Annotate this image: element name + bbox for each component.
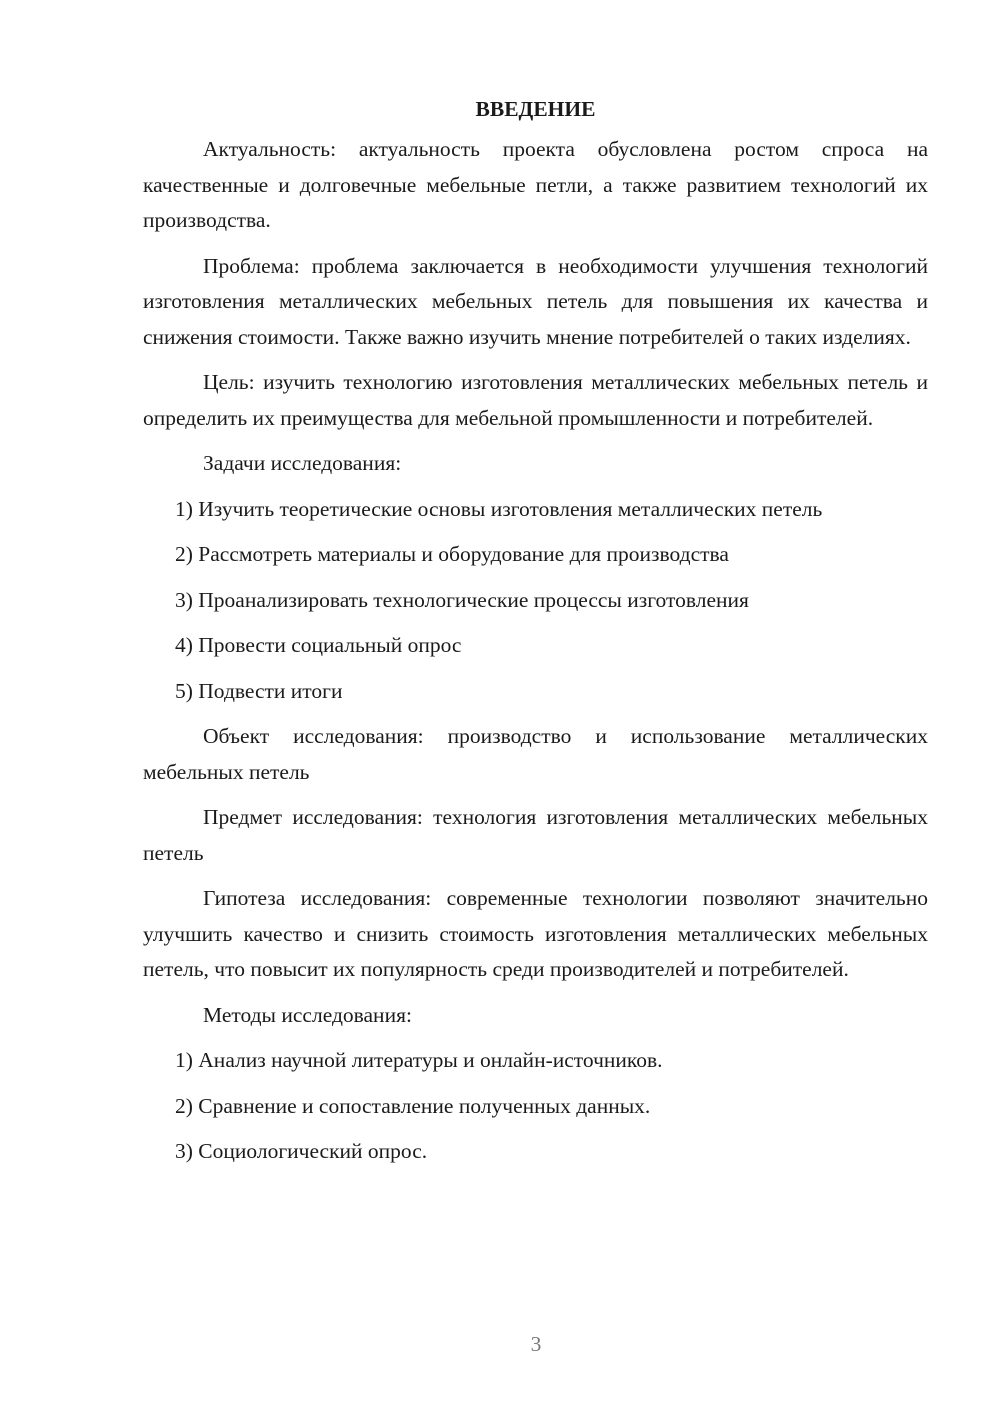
list-item: 3) Социологический опрос. bbox=[175, 1139, 428, 1163]
list-item: 1) Изучить теоретические основы изготовления металлических петель bbox=[175, 496, 823, 521]
tasks-list bbox=[143, 492, 928, 710]
object-paragraph: Объект исследования: производство и использование металлических мебельных петель bbox=[143, 724, 928, 784]
list-item: 4) Провести социальный опрос bbox=[175, 633, 462, 657]
methods-list bbox=[143, 1043, 928, 1170]
hypothesis-paragraph: Гипотеза исследования: современные технологии позволяют значительно улучшить качество и снизить стоимость изготовления металлических мебельных петель, что повысит их популярность среди производителей и потребителей. bbox=[143, 886, 928, 981]
list-item: 1) Анализ научной литературы и онлайн-источников. bbox=[175, 1048, 663, 1072]
document-page bbox=[143, 92, 928, 1180]
list-item: 3) Проанализировать технологические процессы изготовления bbox=[175, 587, 749, 612]
relevance-paragraph: Актуальность: актуальность проекта обусловлена ростом спроса на качественные и долговечные мебельные петли, а также развитием технологий их производства. bbox=[143, 137, 928, 232]
problem-paragraph: Проблема: проблема заключается в необходимости улучшения технологий изготовления металлических мебельных петель для повышения их качества и снижения стоимости. Также важно изучить мнение потребителей о таких изделиях. bbox=[143, 253, 928, 349]
page-number: 3 bbox=[530, 1332, 542, 1356]
tasks-title: Задачи исследования: bbox=[203, 451, 402, 475]
section-heading: ВВЕДЕНИЕ bbox=[475, 97, 596, 121]
methods-title: Методы исследования: bbox=[203, 1002, 412, 1027]
list-item: 5) Подвести итоги bbox=[175, 678, 343, 703]
goal-paragraph: Цель: изучить технологию изготовления металлических мебельных петель и определить их преимущества для мебельной промышленности и потребителей. bbox=[143, 370, 928, 430]
list-item: 2) Сравнение и сопоставление полученных данных. bbox=[175, 1093, 651, 1118]
list-item: 2) Рассмотреть материалы и оборудование для производства bbox=[175, 542, 729, 566]
subject-paragraph: Предмет исследования: технология изготовления металлических мебельных петель bbox=[143, 805, 928, 865]
